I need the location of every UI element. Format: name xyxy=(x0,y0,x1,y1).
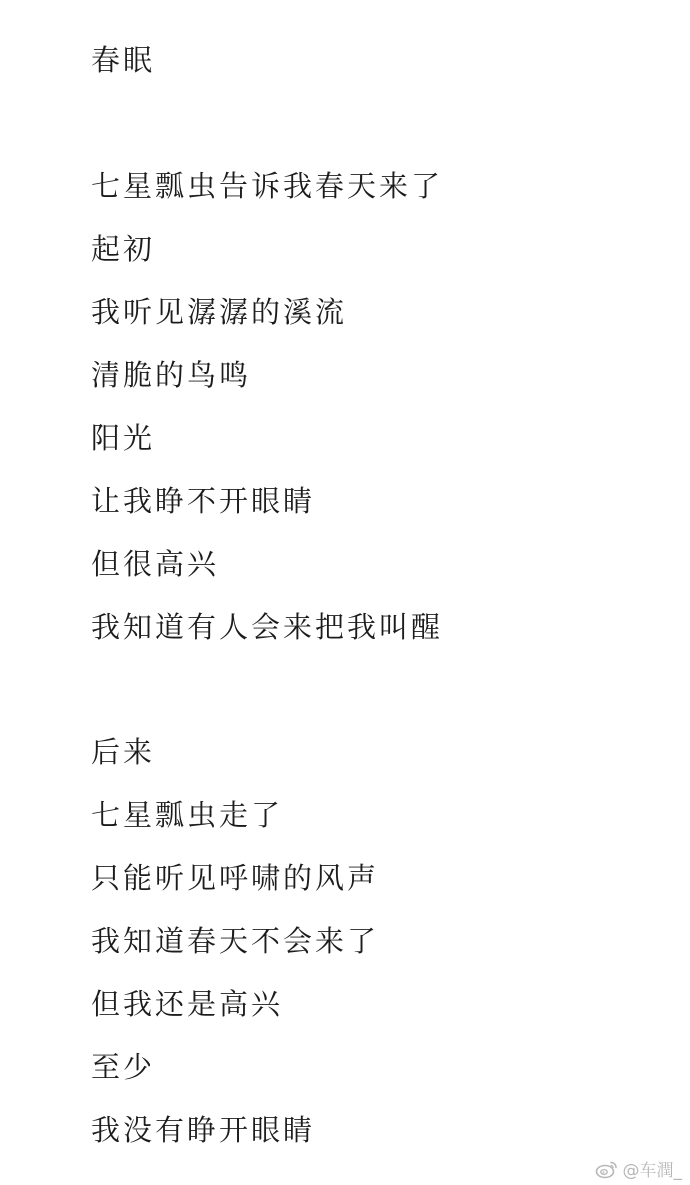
watermark xyxy=(595,1156,683,1181)
poem-title: 春眠 xyxy=(91,43,156,77)
poem-line: 但我还是高兴 xyxy=(91,987,284,1021)
poem-line: 只能听见呼啸的风声 xyxy=(91,861,380,895)
poem-line: 阳光 xyxy=(91,421,156,455)
poem-line: 后来 xyxy=(91,735,156,769)
poem-line: 我没有睁开眼睛 xyxy=(91,1113,316,1147)
poem-line: 七星瓢虫告诉我春天来了 xyxy=(91,169,444,203)
poem-line: 但很高兴 xyxy=(91,547,220,581)
poem-line: 让我睁不开眼睛 xyxy=(91,484,316,518)
poem-line: 至少 xyxy=(91,1050,156,1084)
poem-line: 清脆的鸟鸣 xyxy=(91,358,252,392)
poem-line: 我知道春天不会来了 xyxy=(91,924,380,958)
poem-line: 七星瓢虫走了 xyxy=(91,798,284,832)
watermark-text: @车潤_ xyxy=(622,1161,682,1181)
poem-line: 我知道有人会来把我叫醒 xyxy=(91,610,444,644)
poem-line: 我听见潺潺的溪流 xyxy=(91,295,348,329)
poem-line: 起初 xyxy=(91,232,156,266)
weibo-logo-icon xyxy=(595,1159,619,1179)
